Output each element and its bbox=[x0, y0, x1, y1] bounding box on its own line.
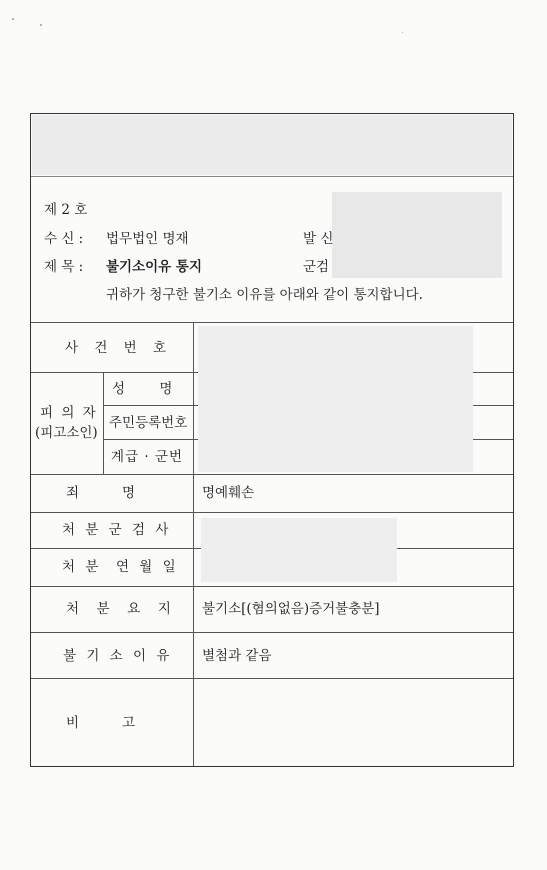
table-column-divider bbox=[193, 322, 194, 766]
scan-speck bbox=[402, 32, 403, 33]
scan-speck bbox=[12, 18, 14, 20]
doc-number: 제 2 호 bbox=[44, 202, 88, 218]
prosecutor-label: 처 분 군 검 사 bbox=[62, 522, 172, 538]
subject-value: 불기소이유 통지 bbox=[106, 259, 202, 275]
subject-label: 제 목 : bbox=[44, 259, 84, 275]
rrn-label: 주민등록번호 bbox=[109, 415, 188, 431]
suspect-label-line2: (피고소인) bbox=[35, 425, 98, 441]
name-label: 성 명 bbox=[112, 381, 173, 397]
header-divider bbox=[31, 176, 513, 177]
redacted-sender-block bbox=[332, 192, 502, 278]
sender-value-partial: 군검 bbox=[303, 259, 330, 275]
rank-label: 계급 · 군번 bbox=[111, 449, 184, 465]
table-line bbox=[31, 322, 513, 323]
recipient-value: 법무법인 명재 bbox=[106, 231, 189, 247]
remarks-label: 비 고 bbox=[66, 715, 135, 731]
disposition-summary-value: 불기소[(혐의없음)증거불충분] bbox=[202, 601, 380, 617]
redacted-prosecutor-date-values bbox=[201, 518, 397, 582]
table-line bbox=[31, 632, 513, 633]
table-line bbox=[31, 678, 513, 679]
non-prosecution-reason-value: 별첨과 같음 bbox=[202, 648, 272, 664]
table-line bbox=[31, 586, 513, 587]
case-number-label: 사 건 번 호 bbox=[65, 340, 173, 356]
redacted-header-band bbox=[32, 115, 512, 175]
sender-label: 발 신 bbox=[303, 231, 334, 247]
table-line bbox=[31, 474, 513, 475]
redacted-case-suspect-values bbox=[198, 326, 473, 472]
scan-speck bbox=[40, 24, 42, 26]
suspect-label-line1: 피 의 자 bbox=[40, 405, 98, 421]
crime-label: 죄 명 bbox=[66, 485, 135, 501]
crime-value: 명예훼손 bbox=[202, 485, 255, 501]
notice-text: 귀하가 청구한 불기소 이유를 아래와 같이 통지합니다. bbox=[106, 287, 423, 303]
table-column-divider bbox=[103, 372, 104, 474]
disposition-summary-label: 처 분 요 지 bbox=[66, 601, 174, 617]
recipient-label: 수 신 : bbox=[44, 231, 84, 247]
non-prosecution-reason-label: 불 기 소 이 유 bbox=[63, 648, 173, 664]
disposition-date-label: 처 분 연 월 일 bbox=[62, 559, 179, 575]
table-line bbox=[31, 512, 513, 513]
